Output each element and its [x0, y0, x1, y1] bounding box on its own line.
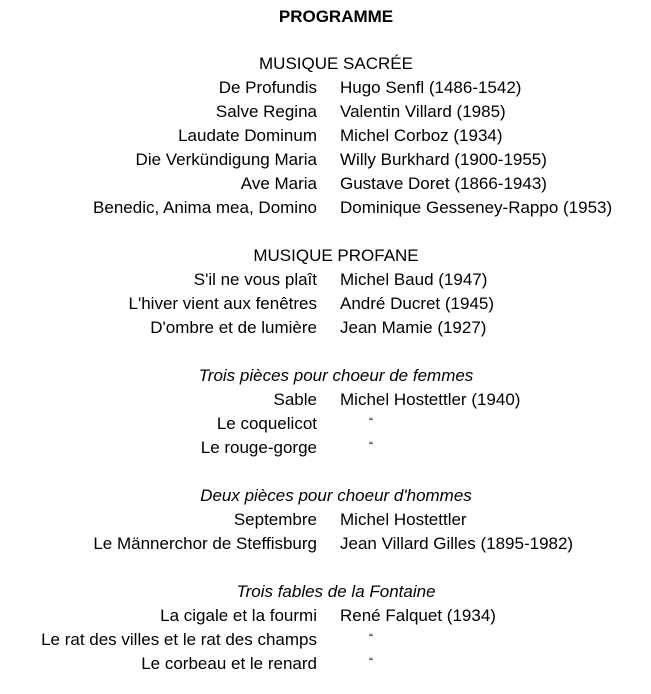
- section-heading: Deux pièces pour choeur d'hommes: [200, 486, 472, 505]
- composer-name: Michel Hostettler: [340, 510, 467, 529]
- piece-title: L'hiver vient aux fenêtres: [128, 294, 317, 313]
- composer-name: Jean Villard Gilles (1895-1982): [340, 534, 574, 553]
- piece-title: Le rat des villes et le rat des champs: [41, 630, 317, 649]
- piece-title: Die Verkündigung Maria: [135, 150, 317, 169]
- section-fables-de-la-fontaine: [0, 580, 651, 676]
- programme-row: [0, 172, 651, 196]
- programme-row: [0, 532, 651, 556]
- programme-row: [0, 508, 651, 532]
- piece-title: Laudate Dominum: [178, 126, 317, 145]
- programme-row: [0, 196, 651, 220]
- section-heading: MUSIQUE PROFANE: [253, 246, 419, 265]
- piece-title: Le Männerchor de Steffisburg: [93, 534, 317, 553]
- section-choeur-d-hommes: [0, 484, 651, 556]
- piece-title: S'il ne vous plaît: [193, 270, 317, 289]
- piece-title: Le rouge-gorge: [200, 438, 317, 457]
- composer-name: Jean Mamie (1927): [340, 318, 487, 337]
- composer-name: Dominique Gesseney-Rappo (1953): [340, 198, 613, 217]
- ditto-mark: “: [369, 415, 373, 429]
- piece-title: Salve Regina: [215, 102, 317, 121]
- programme-row: [0, 412, 651, 436]
- piece-title: Septembre: [233, 510, 317, 529]
- section-musique-profane: [0, 244, 651, 340]
- piece-title: Ave Maria: [240, 174, 317, 193]
- composer-name: Gustave Doret (1866-1943): [340, 174, 547, 193]
- piece-title: Le corbeau et le renard: [141, 654, 317, 673]
- programme-row: [0, 388, 651, 412]
- programme-row: [0, 268, 651, 292]
- section-heading: Trois pièces pour choeur de femmes: [198, 366, 474, 385]
- programme-row: [0, 436, 651, 460]
- programme-row: [0, 292, 651, 316]
- composer-name: Michel Baud (1947): [340, 270, 488, 289]
- piece-title: D'ombre et de lumière: [150, 318, 317, 337]
- section-heading: Trois fables de la Fontaine: [236, 582, 436, 601]
- piece-title: Le coquelicot: [216, 414, 317, 433]
- programme-row: [0, 652, 651, 676]
- programme-row: [0, 604, 651, 628]
- programme-row: [0, 100, 651, 124]
- composer-name: René Falquet (1934): [340, 606, 496, 625]
- composer-name: André Ducret (1945): [340, 294, 495, 313]
- section-heading: MUSIQUE SACRÉE: [259, 54, 413, 73]
- programme-row: [0, 124, 651, 148]
- ditto-mark: “: [369, 631, 373, 645]
- programme-row: [0, 148, 651, 172]
- composer-name: Hugo Senfl (1486-1542): [340, 78, 522, 97]
- piece-title: Sable: [273, 390, 317, 409]
- section-choeur-de-femmes: [0, 364, 651, 460]
- programme-row: [0, 628, 651, 652]
- piece-title: Benedic, Anima mea, Domino: [93, 198, 317, 217]
- programme-row: [0, 76, 651, 100]
- piece-title: La cigale et la fourmi: [160, 606, 317, 625]
- programme-row: [0, 316, 651, 340]
- composer-name: Michel Corboz (1934): [340, 126, 503, 145]
- composer-name: Willy Burkhard (1900-1955): [340, 150, 547, 169]
- composer-name: Michel Hostettler (1940): [340, 390, 521, 409]
- composer-name: Valentin Villard (1985): [340, 102, 506, 121]
- page-title: PROGRAMME: [278, 7, 394, 26]
- piece-title: De Profundis: [218, 78, 317, 97]
- ditto-mark: “: [369, 655, 373, 669]
- ditto-mark: “: [369, 439, 373, 453]
- section-musique-sacree: [0, 52, 651, 220]
